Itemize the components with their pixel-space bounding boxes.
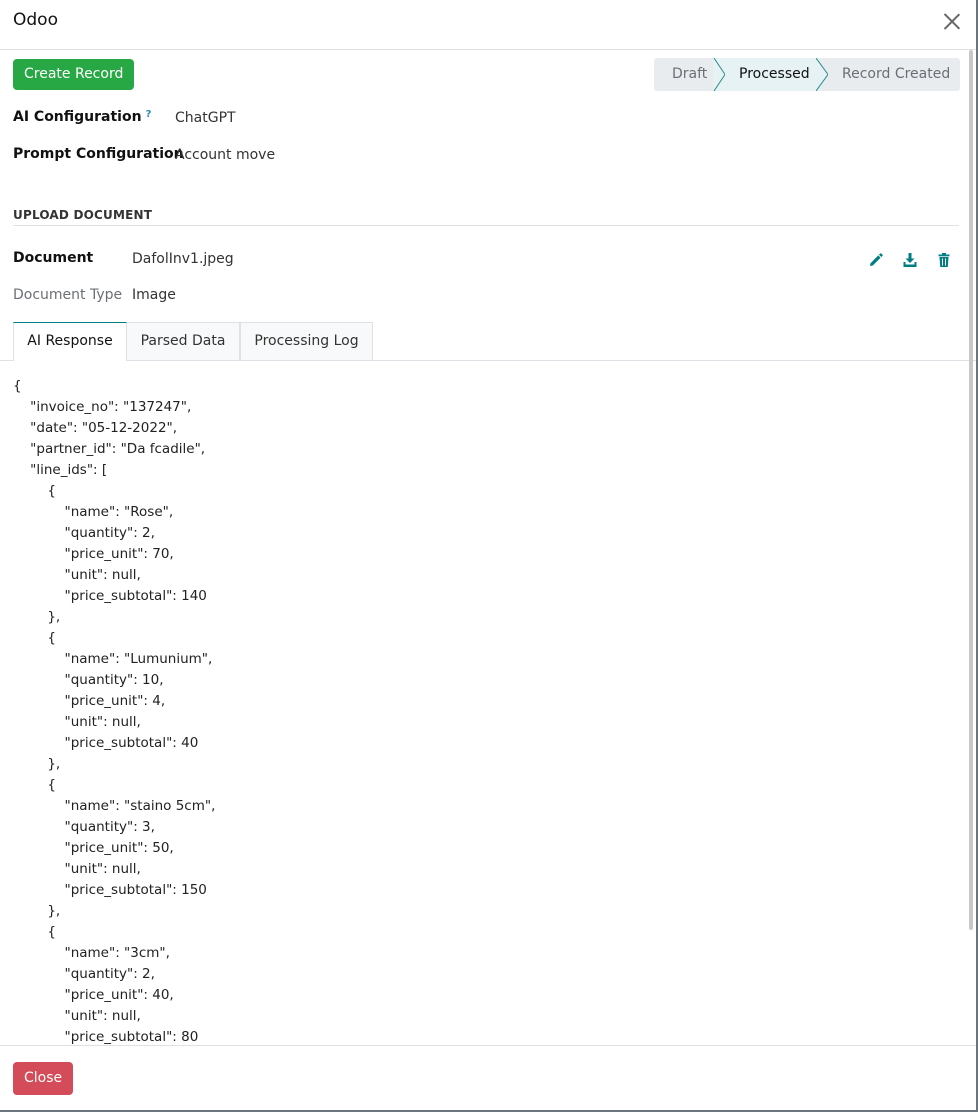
- status-stage-label: Processed: [739, 66, 810, 82]
- section-divider: [13, 225, 959, 226]
- ai-configuration-label-text: AI Configuration: [13, 109, 142, 125]
- dialog-title: Odoo: [13, 10, 58, 30]
- response-line: "quantity": 3,: [13, 819, 155, 835]
- download-icon[interactable]: [902, 252, 918, 268]
- document-type-value: Image: [132, 287, 176, 303]
- response-line: "invoice_no": "137247",: [13, 399, 192, 415]
- response-line: {: [13, 924, 56, 940]
- chevron-right-icon: [816, 58, 828, 91]
- response-line: "partner_id": "Da fcadile",: [13, 441, 206, 457]
- tab-ai-response[interactable]: AI Response: [13, 322, 127, 361]
- dialog-footer: [0, 1045, 976, 1111]
- ai-response-content: [13, 376, 953, 1045]
- response-line: "quantity": 10,: [13, 672, 164, 688]
- status-bar: [654, 58, 960, 91]
- response-line: "line_ids": [: [13, 462, 108, 478]
- response-line: "name": "staino 5cm",: [13, 798, 216, 814]
- response-line: {: [13, 483, 56, 499]
- response-line: "price_subtotal": 150: [13, 882, 207, 898]
- response-line: "price_subtotal": 40: [13, 735, 199, 751]
- response-line: "price_unit": 50,: [13, 840, 174, 856]
- section-title: UPLOAD DOCUMENT: [13, 208, 153, 222]
- ai-configuration-value: ChatGPT: [175, 110, 236, 126]
- response-line: },: [13, 609, 61, 625]
- help-icon[interactable]: ?: [145, 109, 152, 120]
- response-line: "unit": null,: [13, 1008, 141, 1024]
- ai-configuration-label: [13, 109, 151, 125]
- response-line: "unit": null,: [13, 567, 141, 583]
- response-line: {: [13, 777, 56, 793]
- document-filename[interactable]: DafolInv1.jpeg: [132, 251, 234, 267]
- response-line: "price_subtotal": 140: [13, 588, 207, 604]
- response-line: "date": "05-12-2022",: [13, 420, 178, 436]
- dialog-header: [0, 0, 976, 50]
- status-stage-label: Record Created: [842, 66, 951, 82]
- response-line: {: [13, 630, 56, 646]
- scrollbar[interactable]: [969, 50, 973, 930]
- response-line: "price_subtotal": 80: [13, 1029, 199, 1045]
- response-line: "name": "Lumunium",: [13, 651, 213, 667]
- response-line: },: [13, 903, 61, 919]
- document-label: Document: [13, 250, 94, 266]
- tab-parsed-data[interactable]: Parsed Data: [127, 322, 240, 360]
- response-line: "unit": null,: [13, 714, 141, 730]
- trash-icon[interactable]: [936, 252, 952, 268]
- response-line: "price_unit": 70,: [13, 546, 174, 562]
- status-stage-record-created[interactable]: [818, 58, 960, 91]
- response-line: },: [13, 756, 61, 772]
- edit-icon[interactable]: [868, 252, 884, 268]
- response-line: "name": "Rose",: [13, 504, 174, 520]
- tab-processing-log[interactable]: Processing Log: [240, 322, 373, 360]
- create-record-button[interactable]: Create Record: [13, 59, 134, 90]
- response-line: "unit": null,: [13, 861, 141, 877]
- document-actions: [868, 252, 952, 268]
- close-button[interactable]: Close: [13, 1062, 73, 1095]
- response-line: "name": "3cm",: [13, 945, 170, 961]
- response-line: "price_unit": 4,: [13, 693, 166, 709]
- prompt-configuration-value: Account move: [175, 147, 276, 163]
- response-line: {: [13, 378, 22, 394]
- notebook-tabs: [0, 322, 976, 361]
- status-stage-label: Draft: [672, 66, 708, 82]
- close-icon[interactable]: [942, 11, 962, 31]
- status-stage-draft[interactable]: [654, 58, 715, 91]
- status-stage-processed[interactable]: [715, 58, 818, 91]
- response-line: "price_unit": 40,: [13, 987, 174, 1003]
- response-line: "quantity": 2,: [13, 966, 155, 982]
- chevron-right-icon: [713, 58, 725, 91]
- response-line: "quantity": 2,: [13, 525, 155, 541]
- document-type-label: Document Type: [13, 287, 123, 303]
- prompt-configuration-label: Prompt Configuration: [13, 146, 184, 162]
